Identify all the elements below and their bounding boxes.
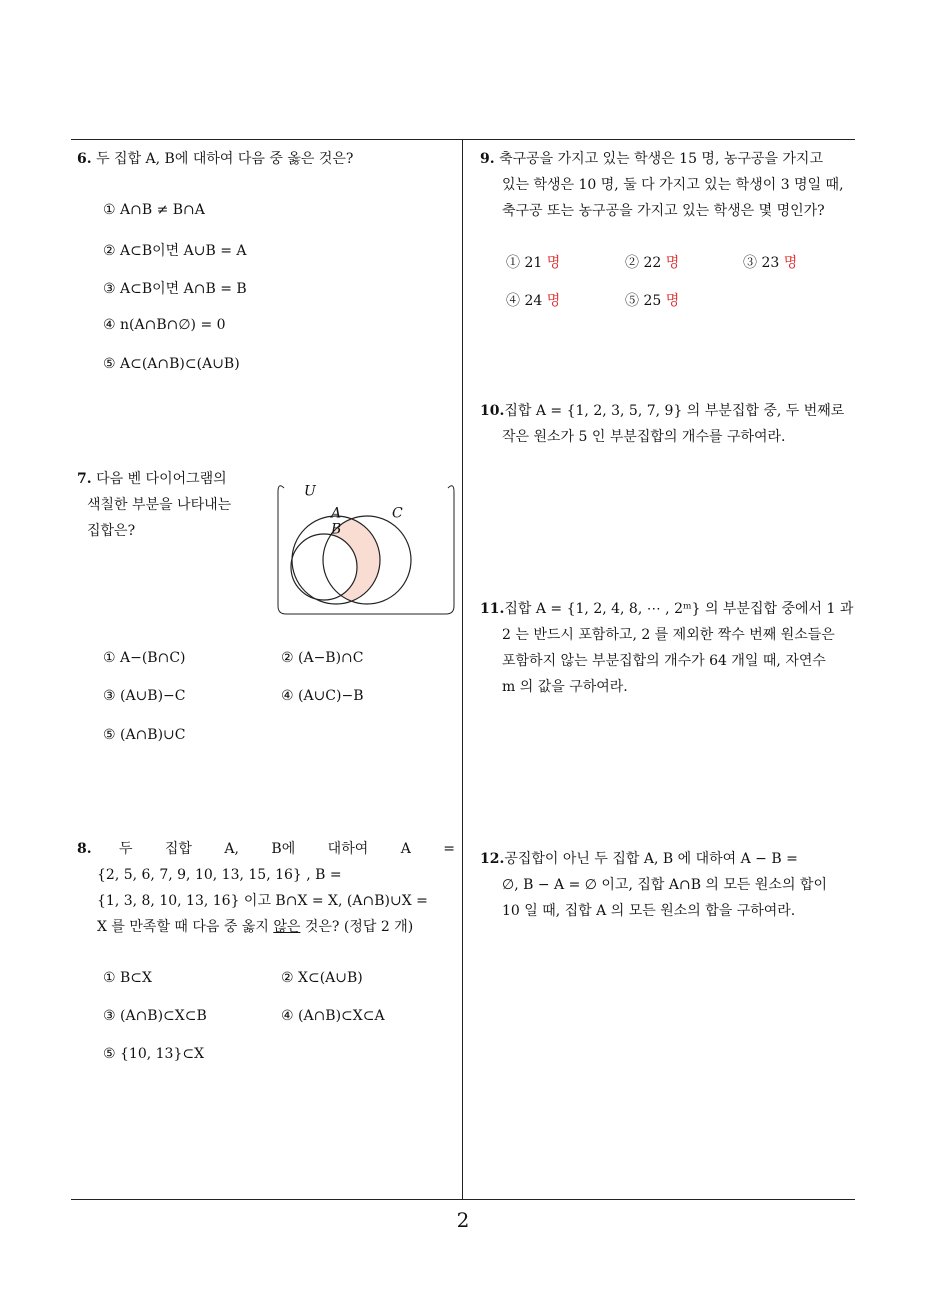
top-rule — [71, 139, 855, 140]
question-line-3: 축구공 또는 농구공을 가지고 있는 학생은 몇 명인가? — [502, 203, 825, 219]
question-8 — [77, 836, 455, 940]
question-10 — [480, 398, 860, 450]
q8-option-2[interactable]: ② X⊂(A∪B) — [281, 970, 363, 986]
q8-option-5[interactable]: ⑤ {10, 13}⊂X — [103, 1046, 205, 1062]
q9-option-4[interactable]: ④ 24 명 — [506, 293, 561, 309]
q8-option-3[interactable]: ③ (A∩B)⊂X⊂B — [103, 1008, 207, 1024]
q7-option-3[interactable]: ③ (A∪B)−C — [103, 688, 186, 704]
question-line-4: m 의 값을 구하여라. — [502, 679, 628, 695]
column-divider — [462, 139, 463, 1200]
question-text: 두 집합 A, B에 대하여 다음 중 옳은 것은? — [96, 151, 354, 167]
question-line-1: 집합 A = {1, 2, 3, 5, 7, 9} 의 부분집합 중, 두 번째로 — [504, 403, 845, 419]
q6-option-5[interactable]: ⑤ A⊂(A∩B)⊂(A∪B) — [103, 356, 240, 372]
venn-label-c: C — [392, 505, 403, 522]
q7-option-4[interactable]: ④ (A∪C)−B — [281, 688, 364, 704]
question-line-4: X 를 만족할 때 다음 중 옳지 않은 것은? (정답 2 개) — [97, 919, 414, 935]
question-number: 12. — [480, 851, 505, 867]
q7-option-1[interactable]: ① A−(B∩C) — [103, 650, 186, 666]
question-line-1: 공집합이 아닌 두 집합 A, B 에 대하여 A − B = — [504, 851, 798, 867]
question-7 — [77, 466, 267, 544]
question-line-1: 다음 벤 다이어그램의 — [96, 471, 227, 487]
question-number: 11. — [480, 601, 505, 617]
q8-option-1[interactable]: ① B⊂X — [103, 970, 152, 986]
q7-option-2[interactable]: ② (A−B)∩C — [281, 650, 364, 666]
question-6 — [77, 146, 353, 172]
question-9 — [480, 146, 860, 224]
q6-option-2[interactable]: ② A⊂B이면 A∪B = A — [103, 243, 247, 259]
question-line-3: 집합은? — [87, 523, 136, 539]
question-number: 8. — [77, 841, 92, 857]
q6-option-4[interactable]: ④ n(A∩B∩∅) = 0 — [103, 317, 226, 333]
q9-option-1[interactable]: ① 21 명 — [506, 255, 561, 271]
question-line-1: 축구공을 가지고 있는 학생은 15 명, 농구공을 가지고 — [499, 151, 823, 167]
question-line-2: ∅, B − A = ∅ 이고, 집합 A∩B 의 모든 원소의 합이 — [502, 877, 827, 893]
venn-label-a: A — [331, 505, 342, 522]
question-line-3: {1, 3, 8, 10, 13, 16} 이고 B∩X = X, (A∩B)∪X = — [97, 893, 428, 909]
venn-diagram — [276, 478, 458, 618]
page-number: 2 — [456, 1208, 470, 1232]
venn-label-u: U — [304, 483, 316, 500]
question-line-2: {2, 5, 6, 7, 9, 10, 13, 15, 16} , B = — [97, 867, 342, 883]
q6-option-1[interactable]: ① A∩B ≠ B∩A — [103, 202, 205, 218]
question-11 — [480, 596, 860, 700]
q9-option-3[interactable]: ③ 23 명 — [743, 255, 798, 271]
q6-option-3[interactable]: ③ A⊂B이면 A∩B = B — [103, 281, 247, 297]
question-line-2: 색칠한 부분을 나타내는 — [87, 497, 232, 513]
q7-option-5[interactable]: ⑤ (A∩B)∪C — [103, 727, 186, 743]
underlined-not: 않은 — [273, 919, 301, 935]
question-line-2: 있는 학생은 10 명, 둘 다 가지고 있는 학생이 3 명일 때, — [502, 177, 844, 193]
question-number: 6. — [77, 151, 92, 167]
question-number: 9. — [480, 151, 495, 167]
venn-label-b: B — [331, 521, 342, 538]
question-line-3: 10 일 때, 집합 A 의 모든 원소의 합을 구하여라. — [502, 903, 796, 919]
question-line-1: 두 집합 A, B에 대하여 A = — [118, 841, 455, 857]
question-line-2: 2 는 반드시 포함하고, 2 를 제외한 짝수 번째 원소들은 — [502, 627, 835, 643]
question-line-2: 작은 원소가 5 인 부분집합의 개수를 구하여라. — [502, 429, 786, 445]
q9-option-2[interactable]: ② 22 명 — [625, 255, 680, 271]
question-number: 10. — [480, 403, 505, 419]
question-line-3: 포함하지 않는 부분집합의 개수가 64 개일 때, 자연수 — [502, 653, 826, 669]
q9-option-5[interactable]: ⑤ 25 명 — [625, 293, 680, 309]
bottom-rule — [71, 1199, 855, 1200]
question-number: 7. — [77, 471, 92, 487]
question-line-1: 집합 A = {1, 2, 4, 8, ⋯ , 2ᵐ} 의 부분집합 중에서 1 과 — [504, 601, 854, 617]
q8-option-4[interactable]: ④ (A∩B)⊂X⊂A — [281, 1008, 385, 1024]
question-12 — [480, 846, 860, 924]
